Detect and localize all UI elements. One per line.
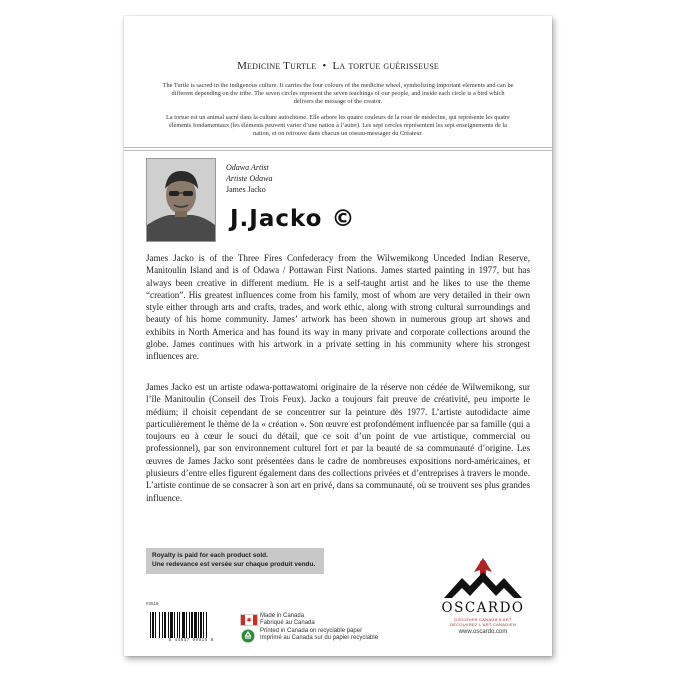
tagline-french: DÉCOUVREZ L'ART CANADIEN bbox=[449, 622, 517, 627]
tagline-english: DISCOVER CANADA'S ART bbox=[454, 617, 512, 622]
barcode-bar bbox=[194, 612, 197, 638]
barcode-bar bbox=[179, 612, 180, 638]
barcode-bar bbox=[182, 612, 185, 638]
barcode-bar bbox=[174, 612, 175, 638]
barcode-bar bbox=[162, 612, 163, 638]
made-in-canada bbox=[260, 613, 315, 627]
barcode-bar bbox=[191, 612, 193, 638]
barcode-number: 8 44837 09915 8 bbox=[168, 638, 214, 643]
made-in-french: Fabriqué au Canada bbox=[260, 620, 315, 626]
barcode-bar bbox=[177, 612, 178, 638]
divider-bottom bbox=[124, 150, 552, 151]
printed-french: Imprimé au Canada sur du papier recyclable bbox=[260, 635, 379, 641]
barcode-bar bbox=[168, 612, 169, 638]
bio-english: James Jacko is of the Three Fires Confederacy from the Wilwemikong Unceded Indian Reserve, Manitoulin Island and is of Odawa / Pottawan First Nations. James started painting in 1977, but has always been creative in different medium. He is a self-taught artist and he likes to use the theme “creation”. His greatest influences come from his family, most of whom are very detailed in their own style either through arts and crafts, trades, and work ethic, along with strong cultural surroundings and beauty of his home community. James’ artwork has been shown in numerous group art shows and exhibits in North America and has found its way in many private and corporate collections around the globe. James continues with his artwork in a private setting in his community where his strongest influences are. bbox=[146, 253, 530, 362]
barcode-bar bbox=[198, 612, 199, 638]
barcode-bar bbox=[152, 612, 154, 638]
barcode-bar bbox=[159, 612, 160, 638]
intro-french: La tortue est un animal sacré dans la culture autochtone. Elle arbore les quatre couleurs de la roue de médecine, qui représente les quatre éléments fondamentaux (les éléments peuvent varier d’une nation à l’autre). Les sept cercles représentent les sept enseignements de la nation, et on retrouve dans chacun un oiseau-messager du Créateur. bbox=[166, 114, 510, 137]
artist-info bbox=[226, 162, 272, 195]
canada-flag-icon bbox=[240, 614, 258, 626]
royalty-french: Une redevance est versée sur chaque produit vendu. bbox=[152, 561, 316, 568]
brand-website[interactable]: www.oscardo.com bbox=[458, 629, 508, 635]
brand-tagline bbox=[424, 617, 542, 627]
barcode-bar bbox=[150, 612, 151, 638]
barcode-bar bbox=[200, 612, 202, 638]
title-english: Medicine Turtle bbox=[237, 60, 317, 72]
made-in-english: Made in Canada bbox=[260, 613, 305, 619]
title-separator: • bbox=[322, 60, 327, 72]
barcode-bar bbox=[155, 612, 156, 638]
product-title bbox=[124, 60, 552, 72]
barcode-bar bbox=[189, 612, 190, 638]
artist-role-english: Odawa Artist bbox=[226, 163, 269, 172]
artist-photo bbox=[146, 158, 216, 242]
oscardo-logo-icon bbox=[440, 556, 526, 600]
barcode-bar bbox=[164, 612, 166, 638]
product-sku: #3518 bbox=[146, 601, 159, 606]
royalty-english: Royalty is paid for each product sold. bbox=[152, 552, 268, 559]
artist-name: James Jacko bbox=[226, 185, 266, 194]
intro-english: The Turtle is sacred in the indigenous culture. It carries the four colours of the medicine wheel, symbolizing important elements and can be different depending on the tribe. The seven circles represent the seven teachings of our people, and inside each circle is a bird which delivers the message of the creator. bbox=[162, 82, 514, 105]
product-card bbox=[124, 16, 552, 656]
recycle-icon bbox=[241, 629, 255, 643]
brand-name: OSCARDO bbox=[441, 600, 525, 616]
royalty-notice bbox=[146, 548, 324, 574]
artist-role-french: Artiste Odawa bbox=[226, 174, 273, 183]
portrait-icon bbox=[147, 159, 215, 241]
bio-french: James Jacko est un artiste odawa-pottawatomi originaire de la réserve non cédée de Wilwemikong, sur l’île Manitoulin (Conseil des Trois Feux). Jacko a toujours fait preuve de créativité, peu importe le médium; il choisit cependant de se concentrer sur la peinture dès 1977. L’artiste autodidacte aime particulièrement le thème de la « création ». Son œuvre est profondément influencée par sa famille (qui a toujours eu à cœur le souci du détail, que ce soit d’un point de vue artistique, commercial ou professionnel), par son environnement culturel fort et par la beauté de sa communauté d’origine. Les œuvres de James Jacko sont présentées dans le cadre de nombreuses expositions nord-américaines, et plusieurs d’entre elles figurent également dans des collections privées et d’entreprises à travers le monde. L’artiste continue de se consacrer à son art en privé, dans sa communauté, où se trouvent ses plus grandes influence. bbox=[146, 382, 531, 503]
barcode-bar bbox=[186, 612, 187, 638]
printed-english: Printed in Canada on recyclable paper bbox=[260, 628, 363, 634]
barcode bbox=[148, 612, 234, 638]
divider-top bbox=[124, 147, 552, 148]
barcode-bar bbox=[206, 612, 207, 638]
printed-in-canada bbox=[260, 628, 378, 642]
barcode-bar bbox=[203, 612, 204, 638]
title-french: La tortue guérisseuse bbox=[332, 60, 439, 72]
artist-signature: J.Jacko © bbox=[230, 206, 356, 232]
barcode-bar bbox=[170, 612, 173, 638]
